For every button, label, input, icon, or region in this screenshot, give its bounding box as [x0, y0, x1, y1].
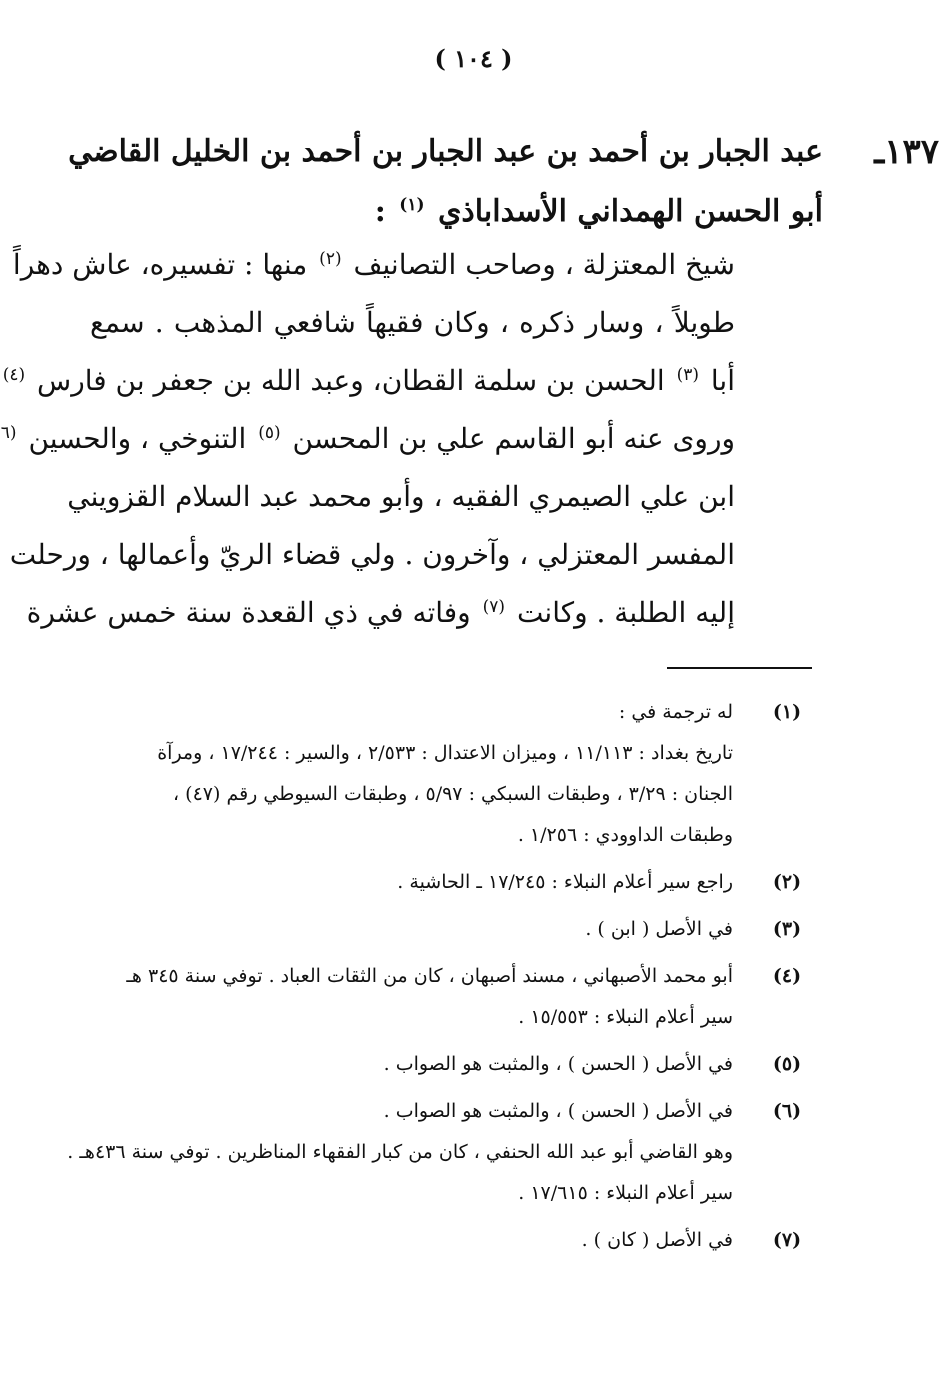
footnote-line: سير أعلام النبلاء : ١٥/٥٥٣ . [518, 1006, 733, 1028]
footnote-line: في الأصل ( ابن ) . [585, 918, 733, 940]
entry-body [0, 236, 735, 642]
body-text-segment: طويلاً ، وسار ذكره ، وكان فقيهاً شافعي المذهب . سمع [90, 306, 735, 339]
footnote-text [101, 1220, 733, 1261]
footnote-number: (٧) [772, 1229, 802, 1251]
footnote-number: (١) [772, 701, 802, 723]
page-number: ( ١٠٤ ) [434, 44, 513, 73]
footnote-item [0, 862, 947, 903]
footnote-line: في الأصل ( الحسن ) ، والمثبت هو الصواب . [383, 1053, 733, 1075]
footnote-number: (٣) [772, 918, 802, 940]
footnote-line: سير أعلام النبلاء : ١٧/٦١٥ . [518, 1182, 733, 1204]
footnote-ref: (١) [399, 195, 425, 215]
footnote-line: وهو القاضي أبو عبد الله الحنفي ، كان من كبار الفقهاء المناظرين . توفي سنة ٤٣٦هـ . [67, 1141, 733, 1163]
footnote-text [101, 909, 733, 950]
footnote-ref: (٧) [482, 596, 506, 617]
footnote-text [101, 1044, 733, 1085]
body-line [67, 468, 735, 526]
body-text-segment: منها : تفسيره، عاش دهراً [12, 248, 308, 281]
footnote-ref: (٦ [0, 422, 17, 443]
body-line [2, 352, 735, 410]
heading-colon: : [374, 194, 386, 229]
footnote-line: راجع سير أعلام النبلاء : ١٧/٢٤٥ ـ الحاشية . [397, 871, 733, 893]
heading-line-2 [88, 182, 823, 242]
footnote-line: وطبقات الداوودي : ١/٢٥٦ . [517, 824, 733, 846]
body-line [26, 584, 735, 642]
footnotes [0, 692, 947, 1267]
footnote-line: أبو محمد الأصبهاني ، مسند أصبهان ، كان من الثقات العباد . توفي سنة ٣٤٥ هـ [126, 965, 733, 987]
heading-line-1: عبد الجبار بن أحمد بن عبد الجبار بن أحمد بن الخليل القاضي [68, 134, 823, 169]
body-text-segment: ابن علي الصيمري الفقيه ، وأبو محمد عبد السلام القزويني [67, 480, 735, 513]
entry-number: ١٣٧ـ [874, 132, 939, 172]
footnote-text [101, 956, 733, 1038]
footnote-item [0, 692, 947, 856]
footnote-ref: (٣) [676, 364, 699, 385]
footnote-number: (٤) [772, 965, 802, 987]
body-text-segment: الحسن بن سلمة القطان، وعبد الله بن جعفر بن فارس [37, 364, 665, 397]
body-text-segment: التنوخي ، والحسين [28, 422, 247, 455]
body-text-segment: المفسر المعتزلي ، وآخرون . ولي قضاء الريّ وأعمالها ، ورحلت [9, 538, 735, 571]
footnote-text [67, 1091, 733, 1214]
footnote-number: (٦) [772, 1100, 802, 1122]
footnote-line: الجنان : ٣/٢٩ ، وطبقات السبكي : ٥/٩٧ ، وطبقات السيوطي رقم (٤٧) ، [172, 783, 733, 805]
body-line [12, 236, 735, 294]
footnote-item [0, 1091, 947, 1214]
entry-heading [68, 122, 823, 242]
footnote-line: تاريخ بغداد : ١١/١١٣ ، وميزان الاعتدال : ٢/٥٣٣ ، والسير : ١٧/٢٤٤ ، ومرآة [157, 742, 733, 764]
footnote-text [101, 692, 733, 856]
body-line [9, 526, 735, 584]
footnote-ref: (٤) [2, 364, 26, 385]
footnote-number: (٥) [772, 1053, 802, 1075]
body-text-segment: أبا [710, 364, 735, 397]
footnote-item [0, 1220, 947, 1261]
footnote-number: (٢) [772, 871, 802, 893]
footnote-item [0, 909, 947, 950]
footnote-line: في الأصل ( كان ) . [581, 1229, 733, 1251]
heading-name: أبو الحسن الهمداني الأسداباذي [437, 194, 823, 229]
footnote-line: في الأصل ( الحسن ) ، والمثبت هو الصواب . [383, 1100, 733, 1122]
footnote-text [101, 862, 733, 903]
footnote-line: له ترجمة في : [618, 701, 733, 723]
body-line [0, 410, 735, 468]
body-text-segment: وروى عنه أبو القاسم علي بن المحسن [292, 422, 735, 455]
footnote-item [0, 956, 947, 1038]
footnote-ref: (٢) [319, 248, 342, 269]
body-text-segment: شيخ المعتزلة ، وصاحب التصانيف [353, 248, 735, 281]
footnote-item [0, 1044, 947, 1085]
body-line [90, 294, 735, 352]
body-text-segment: إليه الطلبة . وكانت [516, 596, 735, 629]
footnote-divider [667, 667, 812, 669]
footnote-ref: (٥) [258, 422, 281, 443]
body-text-segment: وفاته في ذي القعدة سنة خمس عشرة [26, 596, 471, 629]
